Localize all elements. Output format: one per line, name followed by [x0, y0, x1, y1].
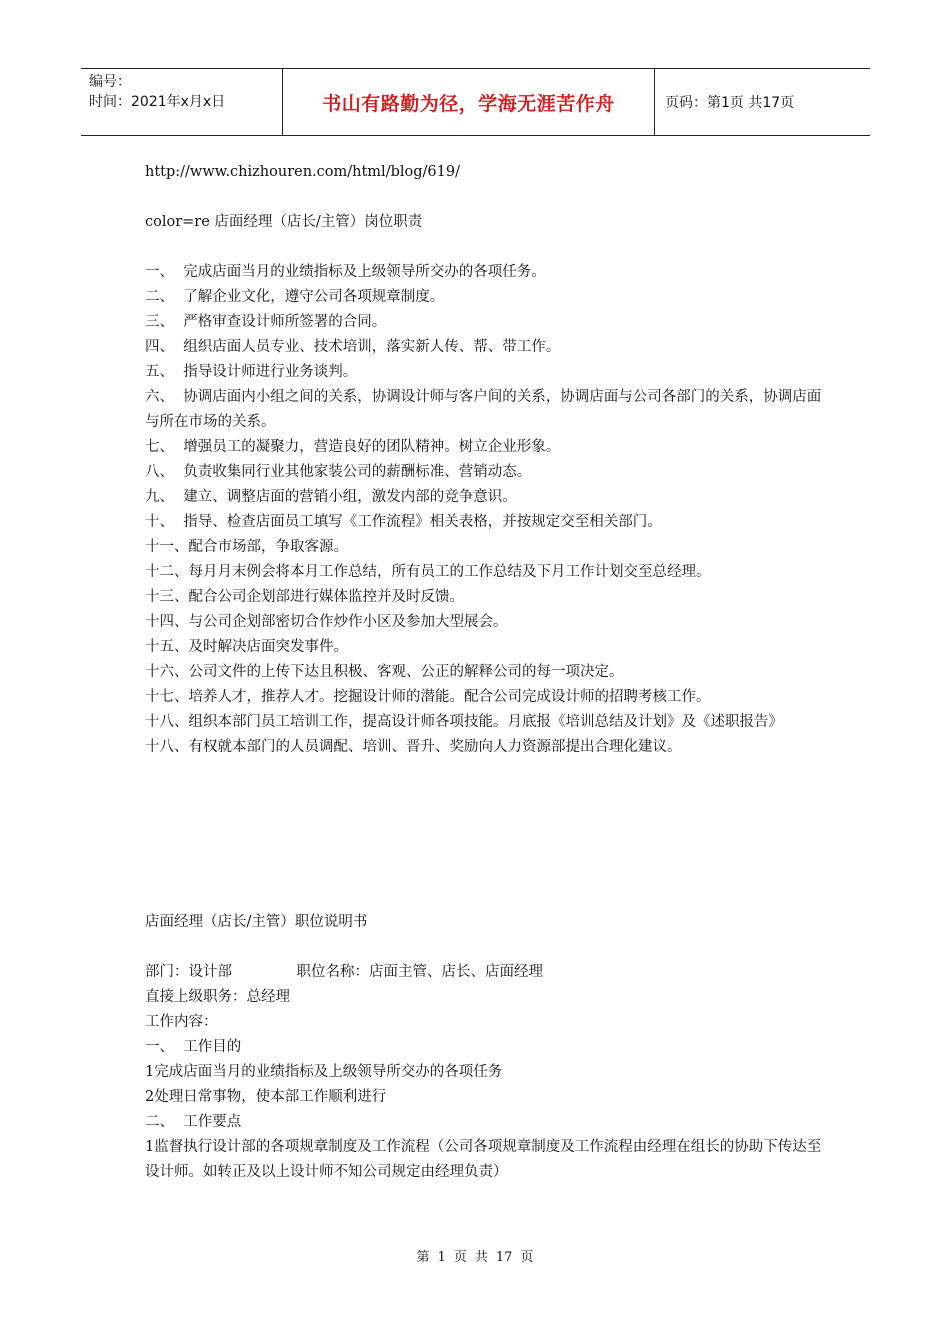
duty-item: 十六、公司文件的上传下达且积极、客观、公正的解释公司的每一项决定。: [145, 664, 624, 680]
header-meta: [81, 69, 283, 135]
points-heading: 二、 工作要点: [145, 1114, 242, 1130]
duty-item: 四、 组织店面人员专业、技术培训，落实新人传、帮、带工作。: [145, 339, 561, 355]
superior-line: 直接上级职务：总经理: [145, 989, 290, 1005]
duty-item: 十一、配合市场部，争取客源。: [145, 539, 348, 555]
points-item: 1监督执行设计部的各项规章制度及工作流程（公司各项规章制度及工作流程由经理在组长的协助下传达至设计师。如转正及以上设计师不知公司规定由经理负责）: [145, 1139, 822, 1180]
duty-item: 六、 协调店面内小组之间的关系，协调设计师与客户间的关系，协调店面与公司各部门的关系，协调店面与所在市场的关系。: [145, 389, 822, 430]
duty-item: 九、 建立、调整店面的营销小组，激发内部的竞争意识。: [145, 489, 517, 505]
duty-item: 七、 增强员工的凝聚力，营造良好的团队精神。树立企业形象。: [145, 439, 561, 455]
duty-item: 八、 负责收集同行业其他家装公司的薪酬标准、营销动态。: [145, 464, 532, 480]
page-footer: [0, 1246, 950, 1265]
duty-item: 十五、及时解决店面突发事件。: [145, 639, 348, 655]
purpose-heading: 一、 工作目的: [145, 1039, 242, 1055]
footer-ye2: 页: [520, 1250, 534, 1265]
serial-label: 编号：: [89, 74, 131, 90]
duty-item: 十八、有权就本部门的人员调配、培训、晋升、奖励向人力资源部提出合理化建议。: [145, 739, 682, 755]
duty-item: 二、 了解企业文化，遵守公司各项规章制度。: [145, 289, 445, 305]
section2-title: 店面经理（店长/主管）职位说明书: [145, 914, 368, 930]
time-label: 时间：2021年x月x日: [89, 94, 226, 110]
work-content-label: 工作内容：: [145, 1014, 218, 1030]
duty-item: 一、 完成店面当月的业绩指标及上级领导所交办的各项任务。: [145, 264, 546, 280]
document-body: [145, 160, 825, 1185]
purpose-item: 1完成店面当月的业绩指标及上级领导所交办的各项任务: [145, 1064, 503, 1080]
header-motto: 书山有路勤为径，学海无涯苦作舟: [283, 69, 655, 135]
purpose-item: 2处理日常事物，使本部工作顺利进行: [145, 1089, 387, 1105]
page-header: [81, 68, 870, 136]
footer-total-pages: 17: [495, 1250, 513, 1265]
duty-item: 五、 指导设计师进行业务谈判。: [145, 364, 358, 380]
duty-item: 十二、每月月末例会将本月工作总结，所有员工的工作总结及下月工作计划交至总经理。: [145, 564, 711, 580]
dept-line: 部门：设计部 职位名称：店面主管、店长、店面经理: [145, 964, 544, 980]
duty-item: 十八、组织本部门员工培训工作，提高设计师各项技能。月底报《培训总结及计划》及《述职报告》: [145, 714, 783, 730]
duty-item: 三、 严格审查设计师所签署的合同。: [145, 314, 387, 330]
footer-di: 第: [416, 1250, 430, 1265]
duties-list: [145, 260, 825, 760]
section1-title: color=re 店面经理（店长/主管）岗位职责: [145, 214, 423, 230]
source-url: http://www.chizhouren.com/html/blog/619/: [145, 164, 460, 180]
footer-gong: 共: [474, 1250, 488, 1265]
duty-item: 十七、培养人才，推荐人才。挖掘设计师的潜能。配合公司完成设计师的招聘考核工作。: [145, 689, 711, 705]
duty-item: 十三、配合公司企划部进行媒体监控并及时反馈。: [145, 589, 464, 605]
footer-page-number: 1: [437, 1250, 446, 1265]
header-page-label: 页码：第1页 共17页: [665, 95, 795, 111]
duty-item: 十四、与公司企划部密切合作炒作小区及参加大型展会。: [145, 614, 508, 630]
footer-ye: 页: [453, 1250, 467, 1265]
duty-item: 十、 指导、检查店面员工填写《工作流程》相关表格，并按规定交至相关部门。: [145, 514, 662, 530]
